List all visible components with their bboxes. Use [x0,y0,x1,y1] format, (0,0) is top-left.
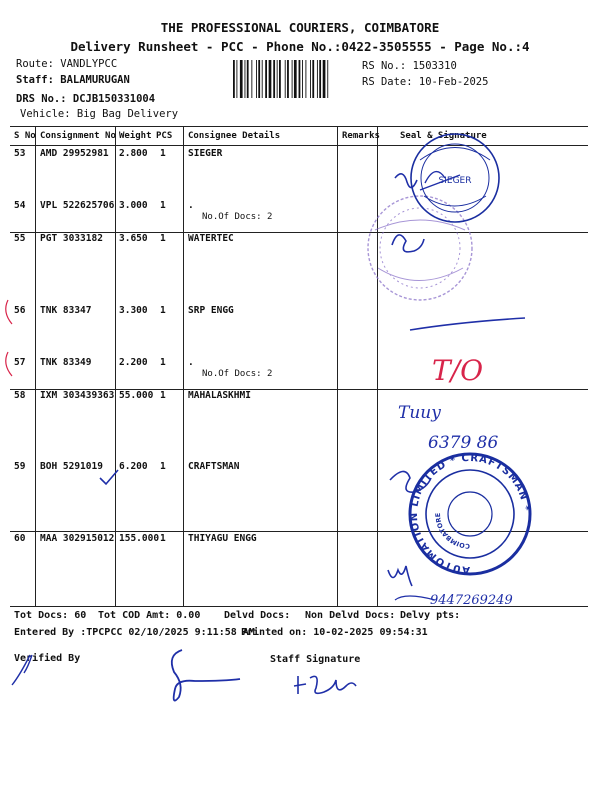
total-docs: Tot Docs: 60 [14,610,87,621]
barcode-bar [256,60,257,98]
barcode-bar [294,60,297,98]
row-consignee: . [188,357,194,368]
row-consignee: CRAFTSMAN [188,461,240,472]
barcode-bar [292,60,293,98]
row-sno: 60 [14,533,26,544]
verifier-signature [172,650,240,701]
staff-label: Staff: BALAMURUGAN [16,74,130,86]
row-doc-count: No.Of Docs: 2 [202,369,273,379]
table-header-rule [10,145,588,146]
printed-on: Printed on: 10-02-2025 09:54:31 [241,627,428,638]
row-weight: 2.200 [119,357,148,368]
row60-signature [388,566,412,586]
row-consignee: . [188,200,194,211]
barcode-bar [302,60,303,98]
row-pcs: 1 [160,461,166,472]
vehicle-label: Vehicle: Big Bag Delivery [20,108,179,120]
barcode-bar [285,60,286,98]
row-sno: 59 [14,461,26,472]
staff-handwritten-signature [294,676,356,694]
row58-number: 6379 86 [428,433,499,453]
row-consignment-no: BOH 5291019 [40,461,103,472]
runsheet-subtitle: Delivery Runsheet - PCC - Phone No.:0422-3505555 - Page No.:4 [70,39,530,54]
barcode-bar [279,60,281,98]
barcode-bar [269,60,272,98]
row-divider [10,531,588,532]
barcode-bar [258,60,260,98]
row-pcs: 1 [160,233,166,244]
rs-number: RS No.: 1503310 [362,60,457,72]
barcode-bar [233,60,235,98]
row-consignee: SRP ENGG [188,305,234,316]
row55-signature [392,235,424,252]
barcode-bar [299,60,301,98]
barcode-bar [245,60,246,98]
row-weight: 3.000 [119,200,148,211]
barcode-bar [310,60,311,98]
row-weight: 6.200 [119,461,148,472]
svg-text:AUTOMATION LIMITED * CRAFTSMAN [409,453,531,575]
row-sno: 53 [14,148,26,159]
row-consignee: SIEGER [188,148,223,159]
craftsman-stamp-inner-text: COIMBATORE [433,512,471,551]
row-sno: 55 [14,233,26,244]
row58-name: Tuuy [398,403,441,423]
barcode-bar [273,60,275,98]
non-delivered-docs: Non Delvd Docs: [305,610,396,621]
barcode-bar [305,60,306,98]
col-divider [35,126,36,606]
row-sno: 56 [14,305,26,316]
col-head-seal: Seal & Signature [400,131,487,141]
row-pcs: 1 [160,357,166,368]
row-pcs: 1 [160,148,166,159]
craftsman-stamp [409,453,531,575]
col-divider [183,126,184,606]
col-head-remarks: Remarks [342,131,380,141]
barcode-bar [277,60,278,98]
row57-to-mark: T/O [432,354,484,387]
entered-by: Entered By :TPCPCC 02/10/2025 9:11:58 AM [14,627,255,638]
row-weight: 55.000 [119,390,154,401]
row53-signature [420,172,460,190]
barcode-image [232,60,357,98]
rs-date: RS Date: 10-Feb-2025 [362,76,489,88]
col-divider [337,126,338,606]
row-weight: 2.800 [119,148,148,159]
barcode-bar [236,60,237,98]
top-stamp-text: SIEGER [438,176,472,186]
col-divider [115,126,116,606]
barcode-bar [251,60,252,98]
craftsman-stamp-ring-text: AUTOMATION LIMITED * CRAFTSMAN * [408,452,532,576]
row60-underline [395,596,435,600]
row-weight: 3.300 [119,305,148,316]
row-sno: 54 [14,200,26,211]
col-head-pcs: PCS [156,131,173,141]
row-consignment-no: IXM 303439363 [40,390,115,401]
delivery-points: Delvy pts: [400,610,461,621]
col-head-consignee: Consignee Details [188,131,281,141]
table-top-rule [10,126,588,127]
row-weight: 3.650 [119,233,148,244]
row-pcs: 1 [160,305,166,316]
delivered-docs: Delvd Docs: [224,610,291,621]
barcode-bar [319,60,321,98]
row-weight: 155.000 [119,533,160,544]
row-consignment-no: PGT 3033182 [40,233,103,244]
verified-by-label: Verified By [14,653,81,664]
purple-stamp-image [368,196,472,300]
row-sno: 57 [14,357,26,368]
row57-red-mark [6,352,12,376]
top-round-stamp [411,134,499,222]
barcode-bar [262,60,263,98]
col-head-consignment: Consignment No [40,131,116,141]
drs-number: DRS No.: DCJB150331004 [16,93,156,105]
row-consignment-no: TNK 83347 [40,305,92,316]
row-consignee: WATERTEC [188,233,234,244]
barcode-bar [312,60,314,98]
barcode-bar [287,60,289,98]
row-consignee: THIYAGU ENGG [188,533,257,544]
row-sno: 58 [14,390,26,401]
row56-red-mark [6,300,12,324]
row-pcs: 1 [160,390,166,401]
barcode-bar [265,60,267,98]
row56-sign-line [410,318,525,330]
row-consignment-no: TNK 83349 [40,357,92,368]
barcode-bar [323,60,326,98]
company-title: THE PROFESSIONAL COURIERS, COIMBATORE [160,20,440,35]
staff-signature-label: Staff Signature [270,654,361,665]
col-head-weight: Weight [119,131,152,141]
barcode-bar [240,60,243,98]
col-divider [377,126,378,606]
row-consignment-no: VPL 522625706 [40,200,115,211]
barcode-bar [317,60,318,98]
row-doc-count: No.Of Docs: 2 [202,212,273,222]
route-label: Route: VANDLYPCC [16,58,118,70]
row-pcs: 1 [160,200,166,211]
row53-signature [395,174,417,188]
table-bottom-rule [10,606,588,607]
barcode-bar [327,60,328,98]
row60-number: 9447269249 [430,593,513,608]
row-consignment-no: MAA 302915012 [40,533,115,544]
row-pcs: 1 [160,533,166,544]
row-consignment-no: AMD 29952981 [40,148,109,159]
total-cod-amount: Tot COD Amt: 0.00 [98,610,201,621]
barcode-bar [247,60,249,98]
col-head-sno: S No [14,131,36,141]
row-consignee: MAHALASKHMI [188,390,251,401]
row59-signature [390,471,431,492]
